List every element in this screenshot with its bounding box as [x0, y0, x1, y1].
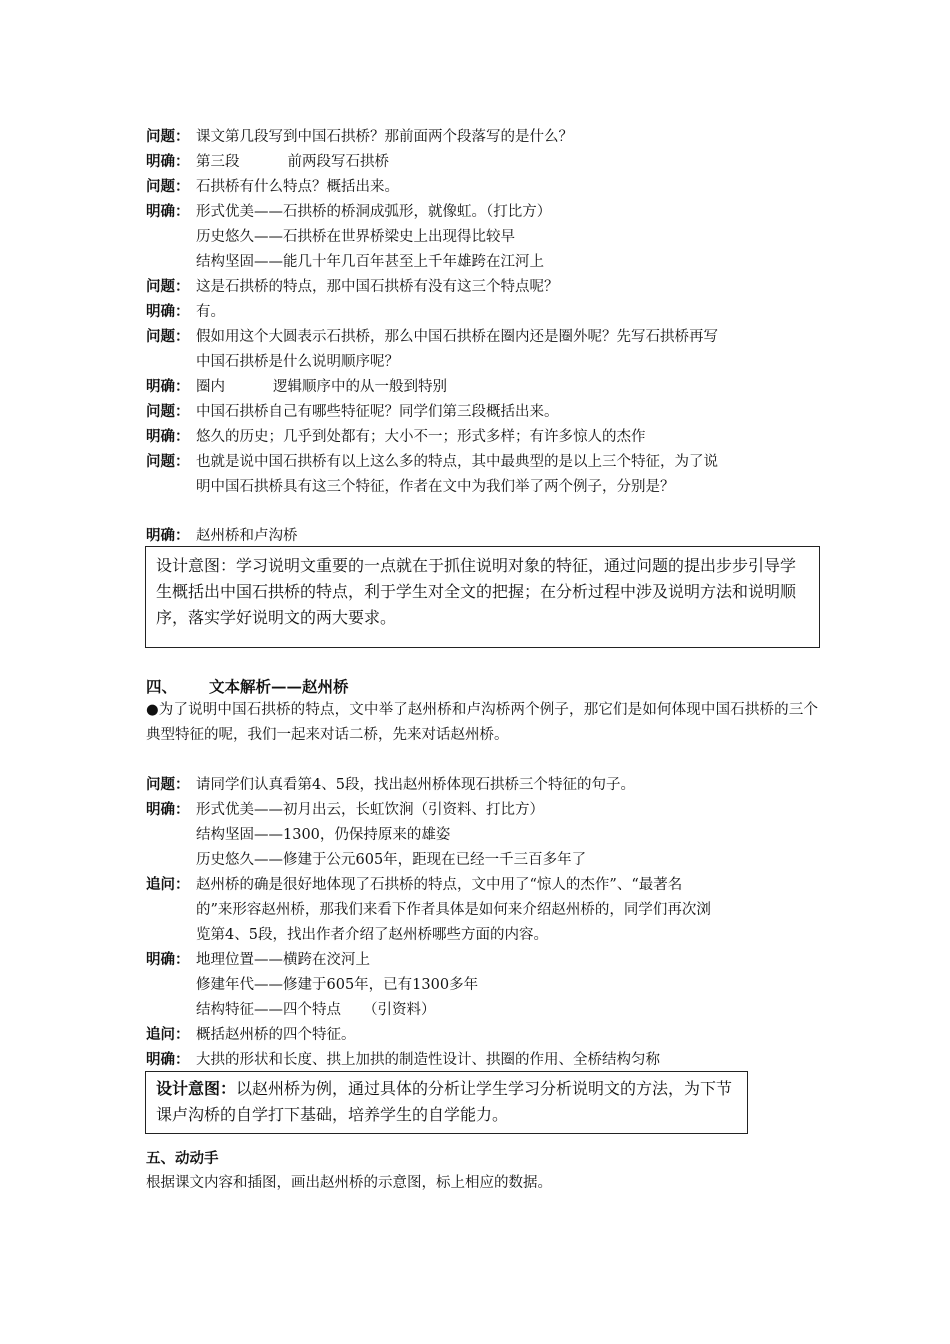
question-text: 中国石拱桥自己有哪些特征呢？同学们第三段概括出来。 [196, 404, 559, 420]
question-text: 中国石拱桥是什么说明顺序呢？ [196, 354, 399, 370]
section-number: 四、 [146, 677, 178, 696]
answer-label: 明确： [146, 303, 190, 320]
answer-text: 赵州桥和卢沟桥 [196, 528, 298, 544]
section-title: 文本解析——赵州桥 [209, 677, 349, 696]
answer-text: 历史悠久——石拱桥在世界桥梁史上出现得比较早 [196, 229, 515, 245]
answer-label: 明确： [146, 378, 190, 395]
answer-text: 有。 [196, 304, 225, 320]
follow-up-label: 追问： [146, 876, 190, 893]
question-text: 请同学们认真看第4、5段，找出赵州桥体现石拱桥三个特征的句子。 [196, 777, 635, 793]
answer-label: 明确： [146, 951, 190, 968]
section-4-intro: ●为了说明中国石拱桥的特点，文中举了赵州桥和卢沟桥两个例子，那它们是如何体现中国石拱桥的三个典型特征的呢，我们一起来对话二桥，先来对话赵州桥。 [146, 702, 818, 743]
answer-part: 结构特征——四个特点 [196, 1002, 341, 1018]
answer-label: 明确： [146, 428, 190, 445]
answer-label: 明确： [146, 203, 190, 220]
question-label: 问题： [146, 328, 190, 345]
answer-text [196, 999, 436, 1021]
design-intent-text-2 [156, 1076, 738, 1128]
answer-text [196, 376, 447, 398]
answer-text: 结构坚固——1300，仍保持原来的雄姿 [196, 827, 451, 843]
question-label: 问题： [146, 776, 190, 793]
answer-part: 逻辑顺序中的从一般到特别 [273, 379, 447, 395]
answer-text: 形式优美——石拱桥的桥洞成弧形，就像虹。（打比方） [196, 204, 552, 220]
answer-part: 第三段 [196, 154, 240, 170]
answer-text: 形式优美——初月出云，长虹饮涧（引资料、打比方） [196, 802, 544, 818]
question-label: 问题： [146, 278, 190, 295]
follow-up-text: 的”来形容赵州桥，那我们来看下作者具体是如何来介绍赵州桥的，同学们再次浏 [196, 902, 711, 918]
answer-text: 大拱的形状和长度、拱上加拱的制造性设计、拱圈的作用、全桥结构匀称 [196, 1052, 660, 1068]
answer-label: 明确： [146, 527, 190, 544]
answer-part: 前两段写石拱桥 [287, 154, 389, 170]
follow-up-text: 概括赵州桥的四个特征。 [196, 1027, 356, 1043]
question-label: 问题： [146, 178, 190, 195]
design-intent-label: 设计意图： [156, 1079, 237, 1098]
design-intent-box-2 [145, 1071, 748, 1134]
follow-up-label: 追问： [146, 1026, 190, 1043]
section-5-heading: 五、动动手 [146, 1150, 219, 1167]
answer-part: 圈内 [196, 379, 225, 395]
question-text: 明中国石拱桥具有这三个特征，作者在文中为我们举了两个例子，分别是？ [196, 479, 675, 495]
design-intent-body: 以赵州桥为例，通过具体的分析让学生学习分析说明文的方法，为下节课卢沟桥的自学打下基础，培养学生的自学能力。 [156, 1079, 733, 1124]
question-text: 石拱桥有什么特点？概括出来。 [196, 179, 399, 195]
answer-text [196, 151, 389, 173]
question-text: 课文第几段写到中国石拱桥？那前面两个段落写的是什么？ [196, 129, 573, 145]
question-text: 假如用这个大圆表示石拱桥，那么中国石拱桥在圈内还是圈外呢？先写石拱桥再写 [196, 329, 718, 345]
answer-label: 明确： [146, 1051, 190, 1068]
answer-text: 历史悠久——修建于公元605年，距现在已经一千三百多年了 [196, 852, 587, 868]
question-label: 问题： [146, 453, 190, 470]
question-text: 这是石拱桥的特点，那中国石拱桥有没有这三个特点呢？ [196, 279, 559, 295]
follow-up-text: 览第4、5段，找出作者介绍了赵州桥哪些方面的内容。 [196, 927, 548, 943]
design-intent-text: 设计意图：学习说明文重要的一点就在于抓住说明对象的特征，通过问题的提出步步引导学生概括出中国石拱桥的特点，利于学生对全文的把握；在分析过程中涉及说明方法和说明顺序，落实学好说明文的两大要求。 [156, 556, 797, 627]
answer-label: 明确： [146, 801, 190, 818]
answer-text: 修建年代——修建于605年，已有1300多年 [196, 977, 479, 993]
answer-text: 地理位置——横跨在洨河上 [196, 952, 370, 968]
follow-up-text: 赵州桥的确是很好地体现了石拱桥的特点，文中用了“惊人的杰作”、“最著名 [196, 877, 683, 893]
question-label: 问题： [146, 403, 190, 420]
answer-label: 明确： [146, 153, 190, 170]
question-text: 也就是说中国石拱桥有以上这么多的特点，其中最典型的是以上三个特征，为了说 [196, 454, 718, 470]
answer-part: （引资料） [363, 1002, 436, 1018]
question-label: 问题： [146, 128, 190, 145]
design-intent-box [145, 546, 820, 648]
answer-text: 悠久的历史；几乎到处都有；大小不一；形式多样；有许多惊人的杰作 [196, 429, 646, 445]
section-4-heading [146, 676, 349, 698]
section-5-text: 根据课文内容和插图，画出赵州桥的示意图，标上相应的数据。 [146, 1175, 552, 1191]
answer-text: 结构坚固——能几十年几百年甚至上千年雄跨在江河上 [196, 254, 544, 270]
